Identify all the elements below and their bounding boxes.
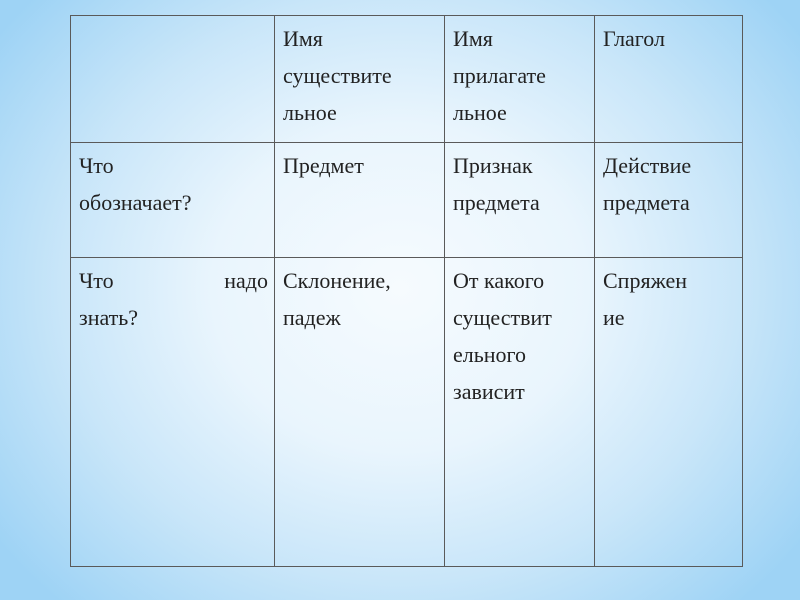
header-adjective-text: Имя прилагате льное: [453, 26, 546, 125]
parts-of-speech-table: [70, 15, 743, 567]
noun-meaning-text: Предмет: [283, 153, 364, 178]
header-noun-text: Имя существите льное: [283, 26, 392, 125]
table-row: [71, 143, 743, 258]
row-label-know-word2: надо: [224, 268, 268, 293]
adjective-know-cell: [445, 258, 595, 567]
row-label-cell: [71, 258, 275, 567]
row-label-know-line1: [79, 262, 268, 299]
verb-meaning-text: Действие предмета: [603, 153, 692, 215]
noun-know-cell: [275, 258, 445, 567]
header-adjective-cell: [445, 16, 595, 143]
row-label-cell: [71, 143, 275, 258]
table-row: [71, 258, 743, 567]
adjective-know-text: От какого существит ельного зависит: [453, 268, 552, 404]
row-label-know-word1: Что: [79, 268, 114, 293]
header-noun-cell: [275, 16, 445, 143]
adjective-meaning-text: Признак предмета: [453, 153, 540, 215]
verb-know-cell: [595, 258, 743, 567]
header-corner-cell: [71, 16, 275, 143]
noun-meaning-cell: [275, 143, 445, 258]
row-label-meaning: Что обозначает?: [79, 153, 192, 215]
verb-meaning-cell: [595, 143, 743, 258]
noun-know-text: Склонение, падеж: [283, 268, 391, 330]
header-verb-cell: [595, 16, 743, 143]
adjective-meaning-cell: [445, 143, 595, 258]
verb-know-text: Спряжен ие: [603, 268, 688, 330]
table-header-row: [71, 16, 743, 143]
header-verb-text: Глагол: [603, 26, 665, 51]
row-label-know-line2: знать?: [79, 305, 139, 330]
